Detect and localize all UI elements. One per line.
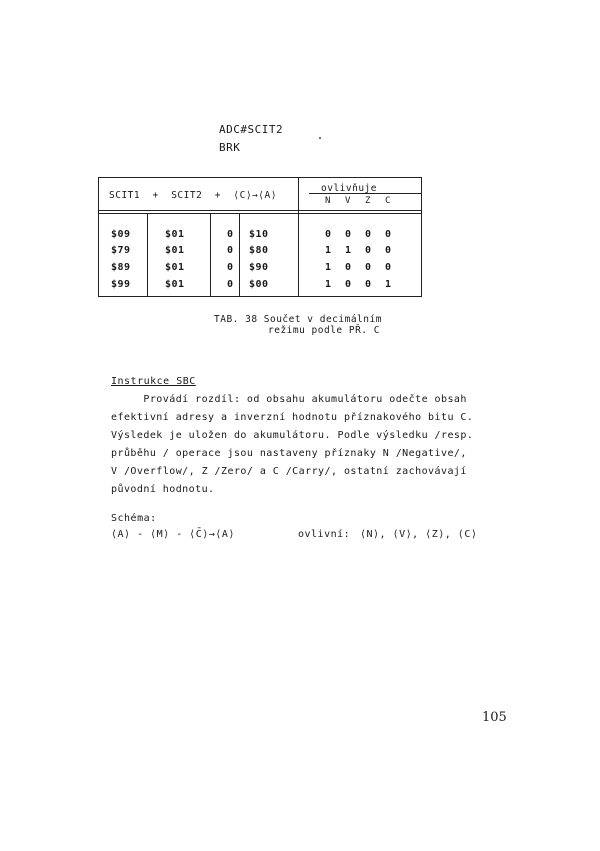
- flag-header-c: C: [385, 196, 391, 206]
- table-cell-c: 1: [385, 279, 392, 290]
- table-cell-scit2: $01: [165, 229, 185, 240]
- table-header-formula: SCIT1 + SCIT2 + ⟨C⟩→⟨A⟩: [109, 190, 277, 201]
- table-cell-scit1: $09: [111, 229, 131, 240]
- table-cell-z: 0: [365, 262, 372, 273]
- table-cell-v: 0: [345, 279, 352, 290]
- table-cell-carry: 0: [227, 262, 234, 273]
- body-line: Provádí rozdíl: od obsahu akumulátoru odečte obsah: [111, 394, 467, 405]
- body-line: průběhu / operace jsou nastaveny příznaky N /Negative/,: [111, 448, 467, 459]
- table-cell-v: 0: [345, 262, 352, 273]
- section-heading: Instrukce SBC: [111, 376, 196, 387]
- table-cell-result: $00: [249, 279, 269, 290]
- flag-header-v: V: [345, 196, 351, 206]
- table-cell-n: 1: [325, 245, 332, 256]
- table-cell-scit1: $99: [111, 279, 131, 290]
- table-cell-z: 0: [365, 279, 372, 290]
- body-line: původní hodnotu.: [111, 484, 215, 495]
- flag-header-z: Z: [365, 196, 371, 206]
- table-caption-line2: režimu podle PŘ. C: [268, 325, 380, 336]
- table-cell-carry: 0: [227, 279, 234, 290]
- code-line-adc: ADC#SCIT2: [219, 123, 284, 136]
- table-cell-scit1: $79: [111, 245, 131, 256]
- table-cell-z: 0: [365, 245, 372, 256]
- body-line: V /Overflow/, Z /Zero/ a C /Carry/, ostatní zachovávají: [111, 466, 467, 477]
- schema-formula: ⟨A⟩ - ⟨M⟩ - ⟨C̄⟩→⟨A⟩: [111, 529, 235, 540]
- schema-label: Schéma:: [111, 513, 157, 524]
- table-cell-c: 0: [385, 262, 392, 273]
- table-cell-n: 0: [325, 229, 332, 240]
- speck: [319, 137, 321, 139]
- table-cell-c: 0: [385, 245, 392, 256]
- table-header-affects: ovlivňuje: [321, 183, 377, 194]
- table-cell-scit2: $01: [165, 262, 185, 273]
- body-line: efektivní adresy a inverzní hodnotu příznakového bitu C.: [111, 412, 474, 423]
- flag-header-n: N: [325, 196, 331, 206]
- table-cell-n: 1: [325, 279, 332, 290]
- table-cell-scit2: $01: [165, 245, 185, 256]
- table-cell-carry: 0: [227, 229, 234, 240]
- table-cell-result: $10: [249, 229, 269, 240]
- table-cell-scit2: $01: [165, 279, 185, 290]
- table-cell-v: 0: [345, 229, 352, 240]
- affects-flags: ⟨N⟩, ⟨V⟩, ⟨Z⟩, ⟨C⟩: [360, 529, 478, 540]
- page-number: 105: [482, 710, 507, 725]
- table-caption-line1: TAB. 38 Součet v decimálním: [214, 314, 382, 325]
- body-line: Výsledek je uložen do akumulátoru. Podle výsledku /resp.: [111, 430, 474, 441]
- decimal-sum-table: [98, 177, 422, 297]
- affects-label: ovlivní:: [298, 529, 351, 540]
- table-cell-n: 1: [325, 262, 332, 273]
- table-cell-scit1: $89: [111, 262, 131, 273]
- code-line-brk: BRK: [219, 141, 241, 154]
- table-cell-v: 1: [345, 245, 352, 256]
- table-cell-c: 0: [385, 229, 392, 240]
- table-cell-result: $90: [249, 262, 269, 273]
- table-cell-carry: 0: [227, 245, 234, 256]
- table-cell-result: $80: [249, 245, 269, 256]
- table-cell-z: 0: [365, 229, 372, 240]
